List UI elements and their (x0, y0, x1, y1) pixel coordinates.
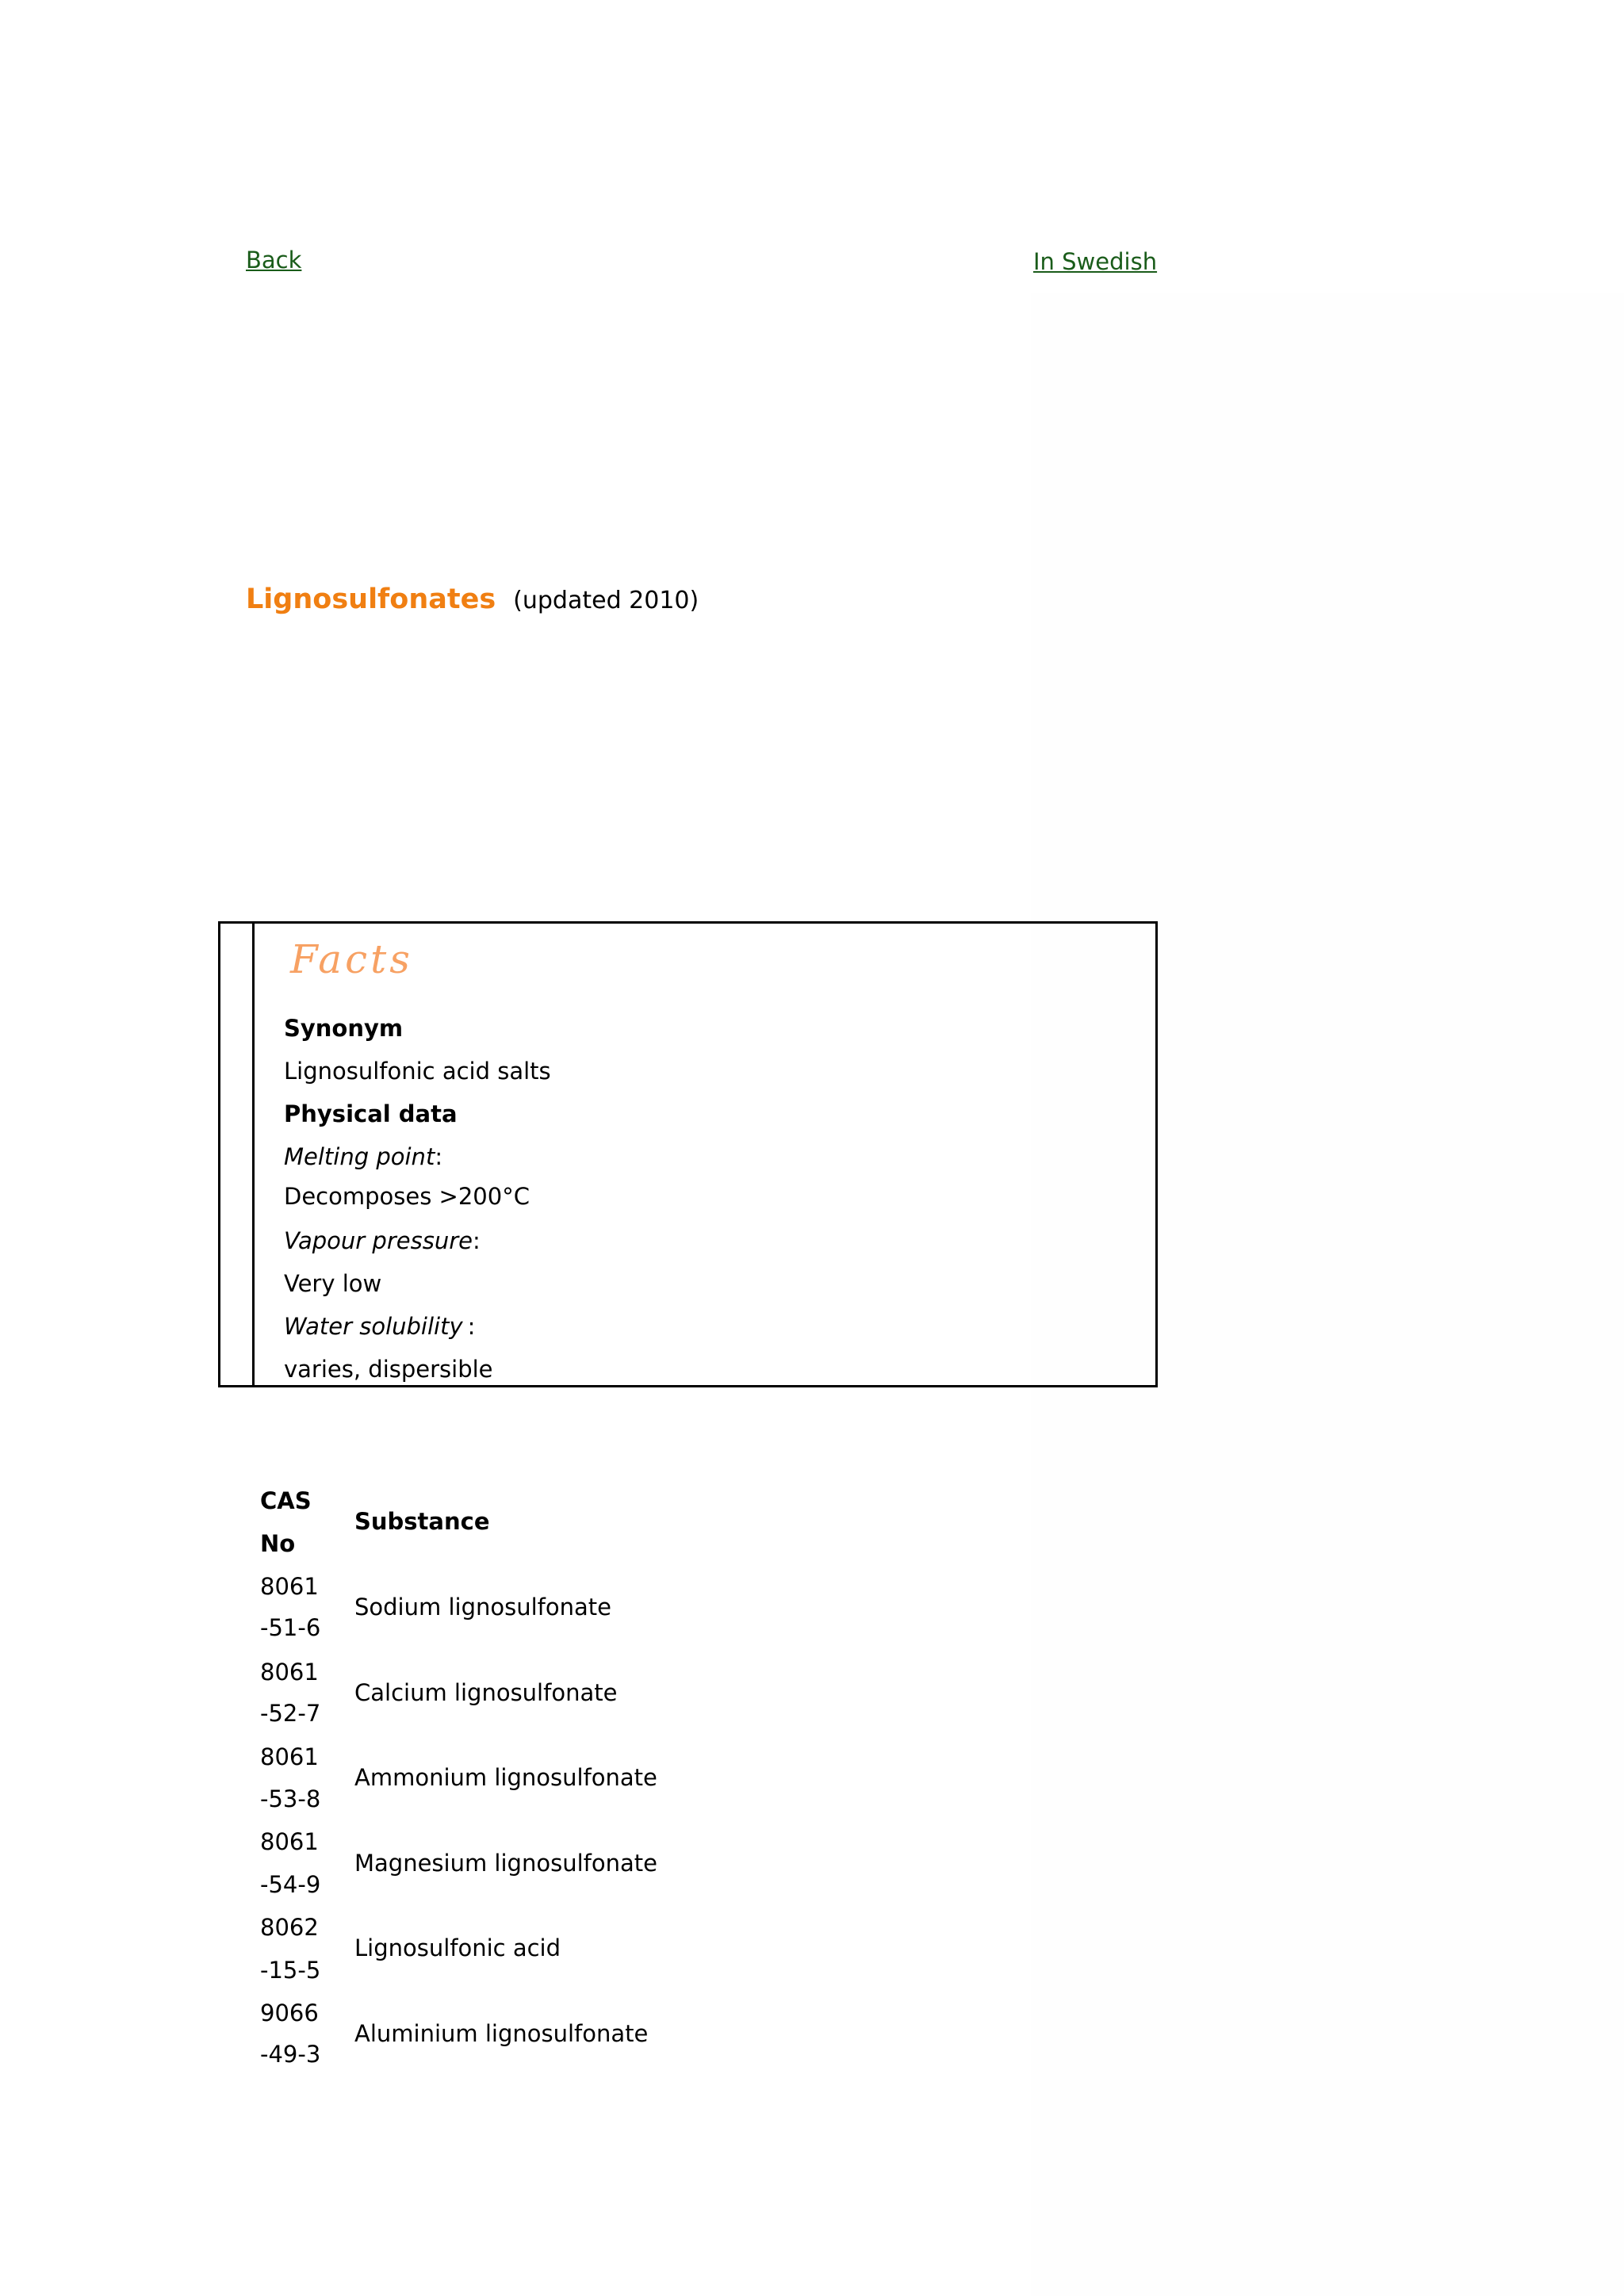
table-row-cas-6a: 9066 (260, 1999, 319, 2026)
melting-point-label: Melting point (284, 1143, 435, 1170)
updated-note: (updated 2010) (513, 587, 699, 614)
table-row-cas-4b: -54-9 (260, 1871, 321, 1898)
table-row-substance-2: Calcium lignosulfonate (354, 1679, 618, 1706)
melting-point-colon: : (435, 1143, 443, 1170)
cas-header-line1: CAS (260, 1487, 312, 1514)
table-row-substance-3: Ammonium lignosulfonate (354, 1764, 657, 1791)
table-row-substance-6: Aluminium lignosulfonate (354, 2020, 649, 2047)
facts-box (218, 921, 1158, 1387)
table-row-cas-6b: -49-3 (260, 2041, 321, 2068)
melting-point-row (284, 1143, 442, 1170)
table-row-cas-1b: -51-6 (260, 1614, 321, 1641)
physical-data-label: Physical data (284, 1100, 458, 1127)
table-row-cas-3b: -53-8 (260, 1785, 321, 1812)
table-row-substance-5: Lignosulfonic acid (354, 1934, 561, 1961)
facts-box-divider (252, 924, 255, 1385)
water-solubility-row (284, 1313, 475, 1340)
water-solubility-colon: : (467, 1313, 476, 1340)
water-solubility-value: varies, dispersible (284, 1356, 493, 1383)
synonym-label: Synonym (284, 1015, 404, 1042)
cas-header-line2: No (260, 1530, 296, 1557)
facts-heading: Facts (290, 936, 413, 982)
table-row-cas-5b: -15-5 (260, 1957, 321, 1984)
substance-header: Substance (354, 1508, 490, 1535)
back-link[interactable]: Back (246, 247, 302, 274)
table-row-substance-1: Sodium lignosulfonate (354, 1594, 611, 1621)
in-swedish-link[interactable]: In Swedish (1033, 248, 1158, 275)
table-row-cas-2a: 8061 (260, 1659, 319, 1686)
synonym-value: Lignosulfonic acid salts (284, 1058, 551, 1085)
water-solubility-label: Water solubility (284, 1313, 463, 1340)
table-row-substance-4: Magnesium lignosulfonate (354, 1850, 657, 1877)
vapour-pressure-value: Very low (284, 1270, 382, 1297)
table-row-cas-5a: 8062 (260, 1914, 319, 1941)
vapour-pressure-colon: : (472, 1227, 481, 1254)
page-title: Lignosulfonates (246, 584, 496, 615)
table-row-cas-4a: 8061 (260, 1828, 319, 1855)
vapour-pressure-row (284, 1227, 481, 1254)
vapour-pressure-label: Vapour pressure (284, 1227, 473, 1254)
table-row-cas-1a: 8061 (260, 1573, 319, 1600)
page-title-row (246, 584, 699, 615)
table-row-cas-2b: -52-7 (260, 1700, 321, 1727)
table-row-cas-3a: 8061 (260, 1743, 319, 1770)
melting-point-value: Decomposes >200°C (284, 1183, 530, 1210)
